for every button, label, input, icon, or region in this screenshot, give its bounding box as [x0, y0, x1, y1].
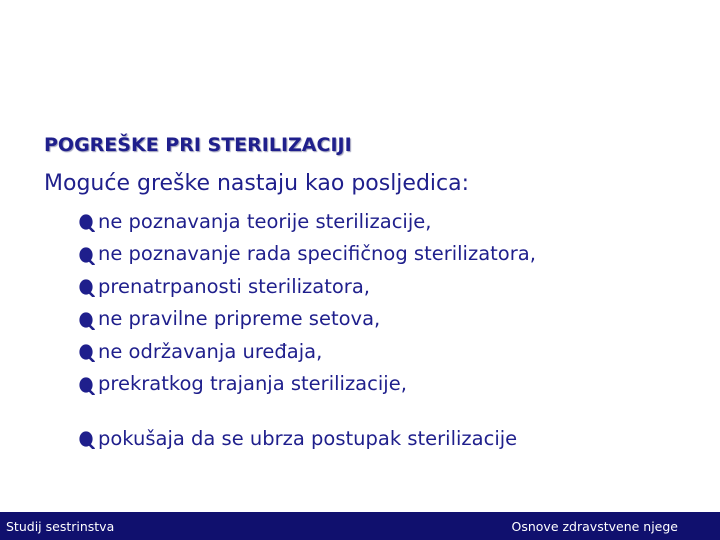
bullet-text: ne poznavanja teorije sterilizacije,: [98, 209, 432, 233]
bullet-item: [78, 422, 536, 455]
bullet-text: prekratkog trajanja sterilizacije,: [98, 372, 407, 396]
q-bullet-icon: [78, 212, 95, 232]
q-bullet-icon: [78, 342, 95, 362]
bullet-item: [78, 205, 536, 238]
bullet-list: [78, 205, 536, 455]
q-bullet-icon: [78, 245, 95, 265]
bullet-item: [78, 270, 536, 303]
q-bullet-icon: [78, 277, 95, 297]
bullet-item: [78, 368, 536, 401]
slide-title: POGREŠKE PRI STERILIZACIJI: [44, 134, 352, 156]
bullet-text: ne poznavanje rada specifičnog sterilizatora,: [98, 242, 536, 266]
footer-left-text: Studij sestrinstva: [6, 519, 115, 534]
bullet-item: [78, 303, 536, 336]
slide-subtitle: Moguće greške nastaju kao posljedica:: [44, 171, 470, 196]
bullet-text: pokušaja da se ubrza postupak sterilizacije: [98, 426, 518, 450]
footer-right-text: Osnove zdravstvene njege: [511, 519, 678, 534]
bullet-text: ne održavanja uređaja,: [98, 339, 323, 363]
footer-bar: [0, 512, 720, 540]
q-bullet-icon: [78, 429, 95, 449]
q-bullet-icon: [78, 310, 95, 330]
q-bullet-icon: [78, 375, 95, 395]
bullet-text: prenatrpanosti sterilizatora,: [98, 274, 370, 298]
bullet-item: [78, 335, 536, 368]
bullet-text: ne pravilne pripreme setova,: [98, 307, 381, 331]
bullet-item: [78, 238, 536, 271]
